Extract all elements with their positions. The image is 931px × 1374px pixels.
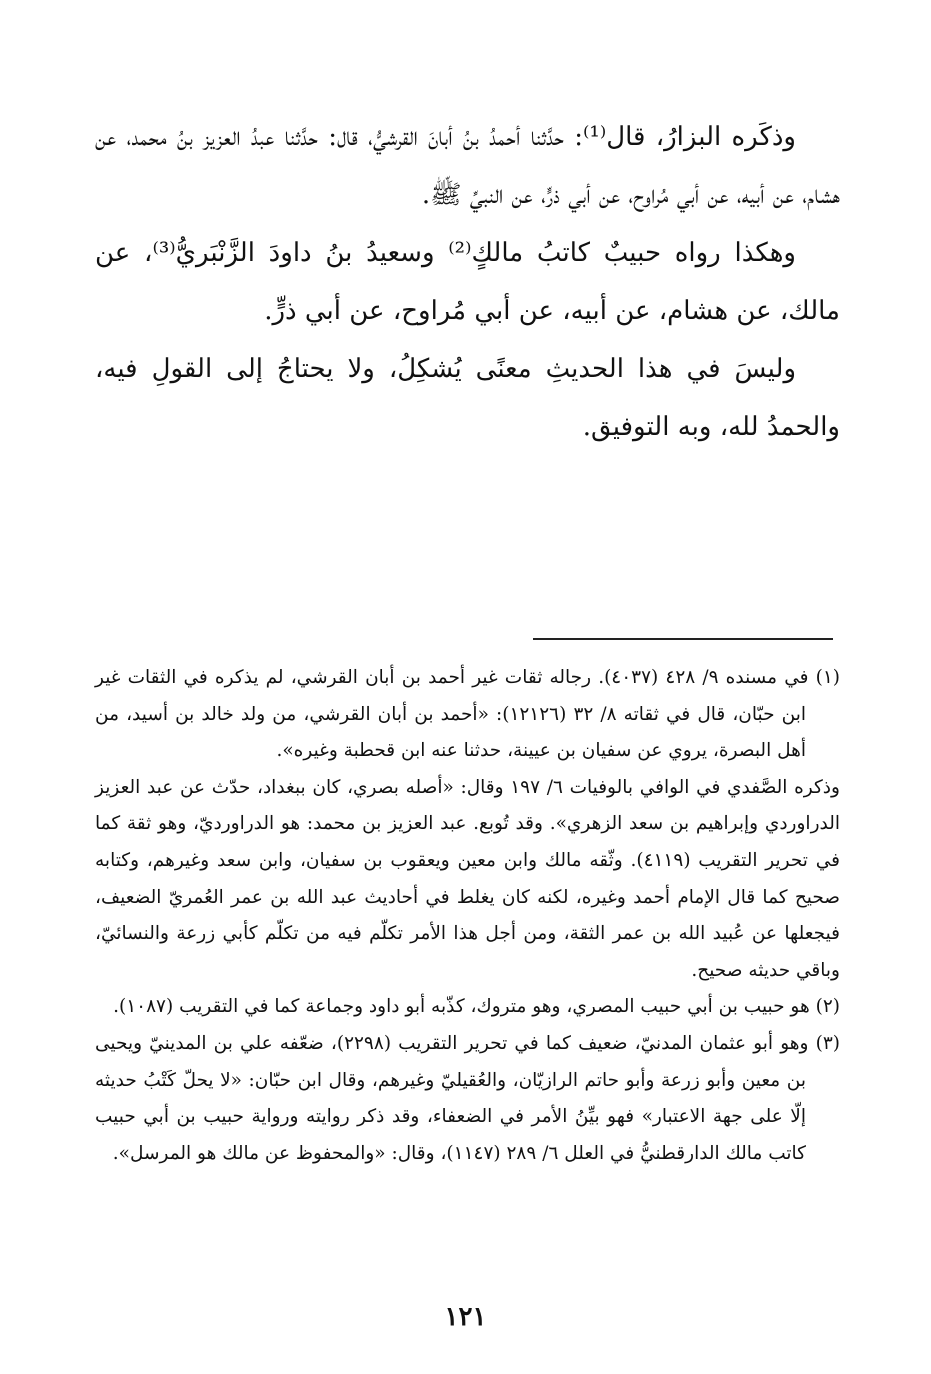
main-paragraph-3: وليسَ في هذا الحديثِ معنًى يُشكِلُ، ولا يحتاجُ إلى القولِ فيه، والحمدُ لله، وبه التوفيق.: [95, 354, 840, 442]
main-text: [95, 108, 840, 456]
footnotes: [95, 660, 840, 1172]
page-number: ١٢١: [444, 1302, 487, 1332]
footnote-separator: [533, 638, 833, 640]
main-paragraph-1: وذكَره البزارُ، قال⁽¹⁾: حدَّثنا أحمدُ بنُ أبانَ القرشيُّ، قال: حدَّثنا عبدُ العزيز بنُ محمد، عن هشام، عن أبيه، عن أبي مُراوح، عن أبي ذرٍّ، عن النبيِّ ﷺ.: [95, 122, 840, 210]
footnote-3: (٣) وهو أبو عثمان المدنيّ، ضعيف كما في تحرير التقريب (٢٢٩٨)، ضعّفه علي بن المدينيّ ويحيى بن معين وأبو زرعة وأبو حاتم الرازيّان، والعُقيليّ وغيرهم، وقال ابن حبّان: «لا يحلّ كَتْبُ حديثه إلّا على جهة الاعتبار» فهو بيِّنُ الأمر في الضعفاء، وقد ذكر روايته ورواية حبيب بن أبي حبيب كاتب مالك الدارقطنيُّ في العلل ٦/ ٢٨٩ (١١٤٧)، وقال: «والمحفوظ عن مالك هو المرسل».: [95, 1032, 840, 1164]
main-paragraph-2: وهكذا رواه حبيبٌ كاتبُ مالكٍ⁽²⁾ وسعيدُ بنُ داودَ الزَّنْبَريُّ⁽³⁾، عن مالك، عن هشام، عن أبيه، عن أبي مُراوح، عن أبي ذرٍّ.: [95, 238, 840, 326]
footnote-1-continuation: وذكره الصَّفدي في الوافي بالوفيات ٦/ ١٩٧ وقال: «أصله بصري، كان ببغداد، حدّث عن عبد العزيز الدراوردي وإبراهيم بن سعد الزهري». وقد تُوبع. عبد العزيز بن محمد: هو الدراورديّ، وهو ثقة كما في تحرير التقريب (٤١١٩). وثّقه مالك وابن معين ويعقوب بن سفيان، وابن سعد وغيرهم، وكتابه صحيح كما قال الإمام أحمد وغيره، لكنه كان يغلط في أحاديث عبد الله بن عمر العُمريّ الضعيف، فيجعلها عن عُبيد الله بن عمر الثقة، ومن أجل هذا الأمر تكلّم فيه من تكلّم كأبي زرعة والنسائيّ، وباقي حديثه صحيح.: [95, 776, 840, 981]
footnote-1: (١) في مسنده ٩/ ٤٢٨ (٤٠٣٧). رجاله ثقات غير أحمد بن أبان القرشي، لم يذكره في الثقات غير ابن حبّان، قال في ثقاته ٨/ ٣٢ (١٢١٢٦): «أحمد بن أبان القرشي، من ولد خالد بن أسيد، من أهل البصرة، يروي عن سفيان بن عيينة، حدثنا عنه ابن قحطبة وغيره».: [95, 667, 840, 762]
footnote-2: (٢) هو حبيب بن أبي حبيب المصري، وهو متروك، كذّبه أبو داود وجماعة كما في التقريب (١٠٨٧).: [113, 996, 840, 1018]
